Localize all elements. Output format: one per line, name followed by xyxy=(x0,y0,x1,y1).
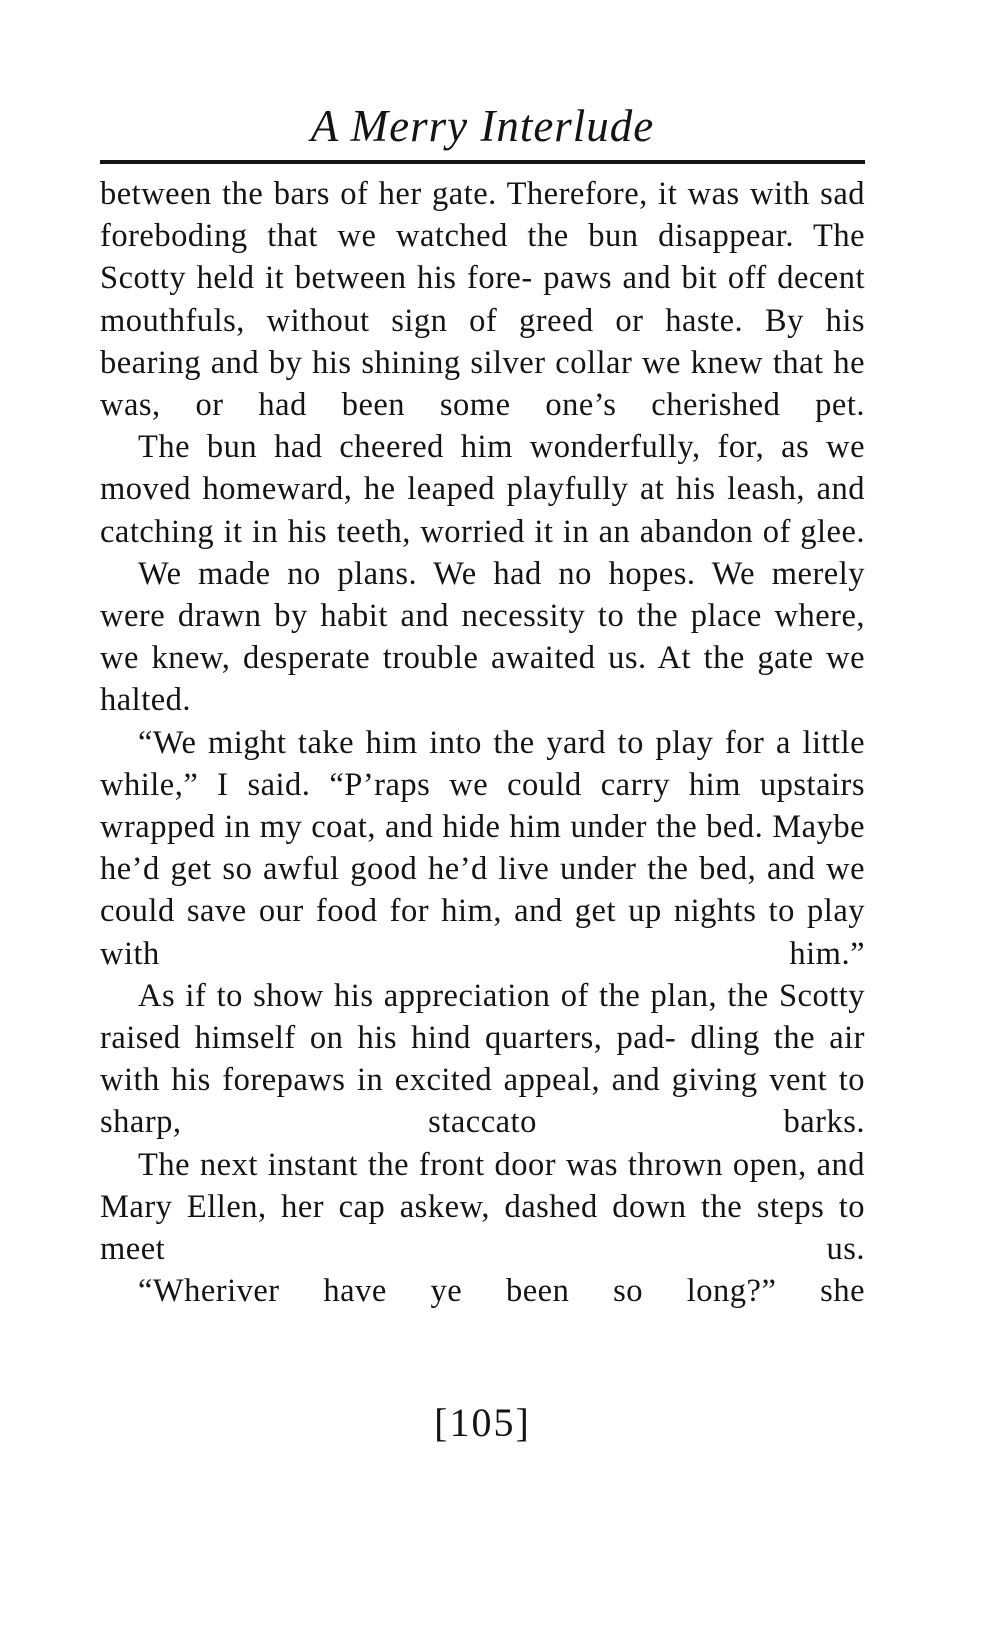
text-line: him upstairs wrapped in my coat, and hide him xyxy=(100,766,865,846)
text-line: under the bed. Maybe he’d get so awful good xyxy=(100,809,865,888)
text-line: The bun had cheered him wonderfully, for, xyxy=(138,429,765,466)
text-line: in an abandon of glee. xyxy=(562,513,866,550)
text-line: his leash, and catching it in his teeth, worried it xyxy=(100,471,865,550)
text-line: paws and bit off decent mouthfuls, without sign xyxy=(100,260,866,339)
header-rule xyxy=(100,160,865,164)
text-line: Scotty raised himself on his hind quarters, pad- xyxy=(100,977,865,1057)
text-line: and giving vent to sharp, staccato barks. xyxy=(100,1062,865,1141)
paragraph xyxy=(100,1144,865,1271)
text-line: been some one’s cherished pet. xyxy=(341,387,865,424)
text-line: “We might take him into the yard to play for xyxy=(138,724,765,761)
paragraph xyxy=(100,1270,865,1312)
text-line: dling the air with his forepaws in excited appeal, xyxy=(100,1020,865,1099)
text-line: “Wheriver have ye been so long?” she xyxy=(138,1273,865,1310)
text-line: he’d live under the bed, and we could save our xyxy=(100,851,865,930)
text-line: us. At the gate we halted. xyxy=(100,640,866,719)
paragraph xyxy=(100,975,865,1144)
page-number: [105] xyxy=(434,1400,531,1445)
paragraph xyxy=(100,553,865,722)
paragraph xyxy=(100,173,865,426)
running-head: A Merry Interlude xyxy=(310,101,655,151)
body-text xyxy=(100,173,865,1312)
text-line: a little while,” I said. “P’raps we could carry xyxy=(100,724,866,803)
paragraph xyxy=(100,722,865,975)
text-line: as we moved homeward, he leaped playfully at xyxy=(100,429,866,508)
text-line: place where, we knew, desperate trouble awaited xyxy=(100,598,865,677)
text-line: open, and Mary Ellen, her cap askew, dashed xyxy=(100,1146,866,1225)
text-line: The next instant the front door was thrown xyxy=(138,1146,723,1183)
text-line: down the steps to meet us. xyxy=(100,1188,866,1268)
paragraph xyxy=(100,426,865,553)
text-line: We made no plans. We had no hopes. We xyxy=(138,555,756,592)
text-line: with sad foreboding that we watched the bun xyxy=(100,176,866,255)
text-line: of greed or haste. By his bearing and by his xyxy=(100,302,865,381)
text-line: disappear. The Scotty held it between his fore- xyxy=(100,218,865,297)
text-line: merely were drawn by habit and necessity to the xyxy=(100,555,865,635)
text-line: between the bars of her gate. Therefore, it was xyxy=(100,176,740,212)
text-line: As if to show his appreciation of the plan, the xyxy=(138,977,769,1014)
text-line: food for him, and get up nights to play with him.” xyxy=(100,893,865,972)
text-line: shining silver collar we knew that he was, or had xyxy=(100,344,866,424)
